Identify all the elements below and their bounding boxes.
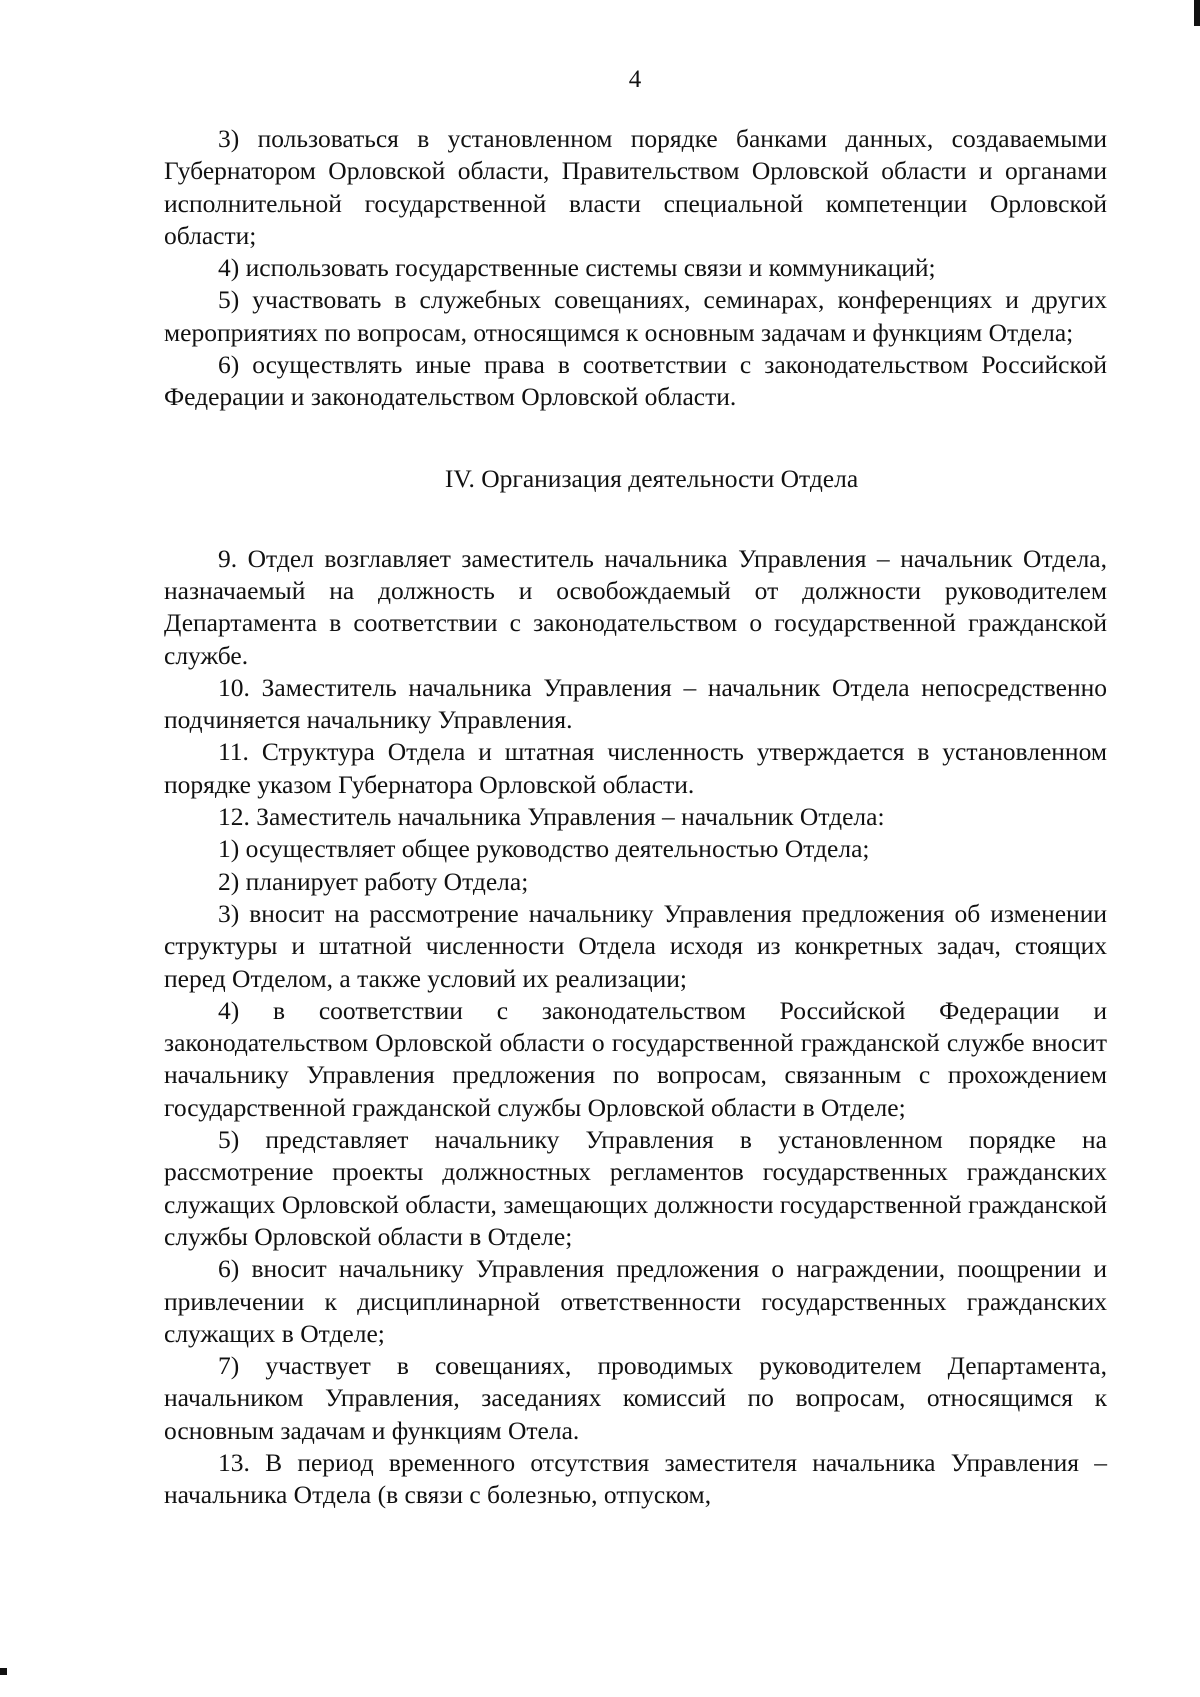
paragraph-right-5: 5) участвовать в служебных совещаниях, семинарах, конференциях и других мероприятиях по вопросам, относящимся к основным задачам и функциям Отдела;: [164, 285, 1107, 347]
paragraph-right-6: 6) осуществлять иные права в соответствии с законодательством Российской Федерации и законодательством Орловской области.: [164, 350, 1107, 412]
document-body: [164, 123, 1107, 1512]
paragraph-12-item-5: 5) представляет начальнику Управления в установленном порядке на рассмотрение проекты должностных регламентов государственных гражданских служащих Орловской области, замещающих должности государственной гражданской службы Орловской области в Отделе;: [164, 1125, 1107, 1251]
paragraph-12-item-7: 7) участвует в совещаниях, проводимых руководителем Департамента, начальником Управления, заседаниях комиссий по вопросам, относящимся к основным задачам и функциям Отела.: [164, 1351, 1107, 1445]
paragraph-12-item-6: 6) вносит начальнику Управления предложения о награждении, поощрении и привлечении к дисциплинарной ответственности государственных гражданских служащих в Отделе;: [164, 1254, 1107, 1348]
paragraph-12-item-4: 4) в соответствии с законодательством Российской Федерации и законодательством Орловской области о государственной гражданской службе вносит начальнику Управления предложения по вопросам, связанным с прохождением государственной гражданской службы Орловской области в Отделе;: [164, 995, 1107, 1122]
paragraph-9: 9. Отдел возглавляет заместитель начальника Управления – начальник Отдела, назначаемый на должность и освобождаемый от должности руководителем Департамента в соответствии с законодательством о государственной гражданской службе.: [164, 543, 1107, 670]
paragraph-12-item-1: 1) осуществляет общее руководство деятельностью Отдела;: [218, 834, 870, 864]
paragraph-12: 12. Заместитель начальника Управления – начальник Отдела:: [218, 802, 885, 832]
scan-edge-mark: [0, 1668, 7, 1675]
paragraph-right-4: 4) использовать государственные системы связи и коммуникаций;: [218, 253, 936, 283]
section-heading: IV. Организация деятельности Отдела: [444, 463, 859, 493]
paragraph-12-item-3: 3) вносит на рассмотрение начальнику Управления предложения об изменении структуры и штатной численности Отдела исходя из конкретных задач, стоящих перед Отделом, а также условий их реализации;: [164, 898, 1107, 993]
paragraph-12-item-2: 2) планирует работу Отдела;: [218, 866, 529, 896]
page-number: 4: [628, 66, 642, 93]
paragraph-right-3: 3) пользоваться в установленном порядке банками данных, создаваемыми Губернатором Орловской области, Правительством Орловской области и органами исполнительной государственной власти специальной компетенции Орловской области;: [164, 124, 1107, 250]
paragraph-10: 10. Заместитель начальника Управления – начальник Отдела непосредственно подчиняется начальнику Управления.: [164, 672, 1107, 735]
paragraph-11: 11. Структура Отдела и штатная численность утверждается в установленном порядке указом Губернатора Орловской области.: [164, 737, 1107, 799]
scan-edge-mark: [1194, 0, 1200, 26]
paragraph-13: 13. В период временного отсутствия заместителя начальника Управления – начальника Отдела (в связи с болезнью, отпуском,: [164, 1447, 1107, 1510]
